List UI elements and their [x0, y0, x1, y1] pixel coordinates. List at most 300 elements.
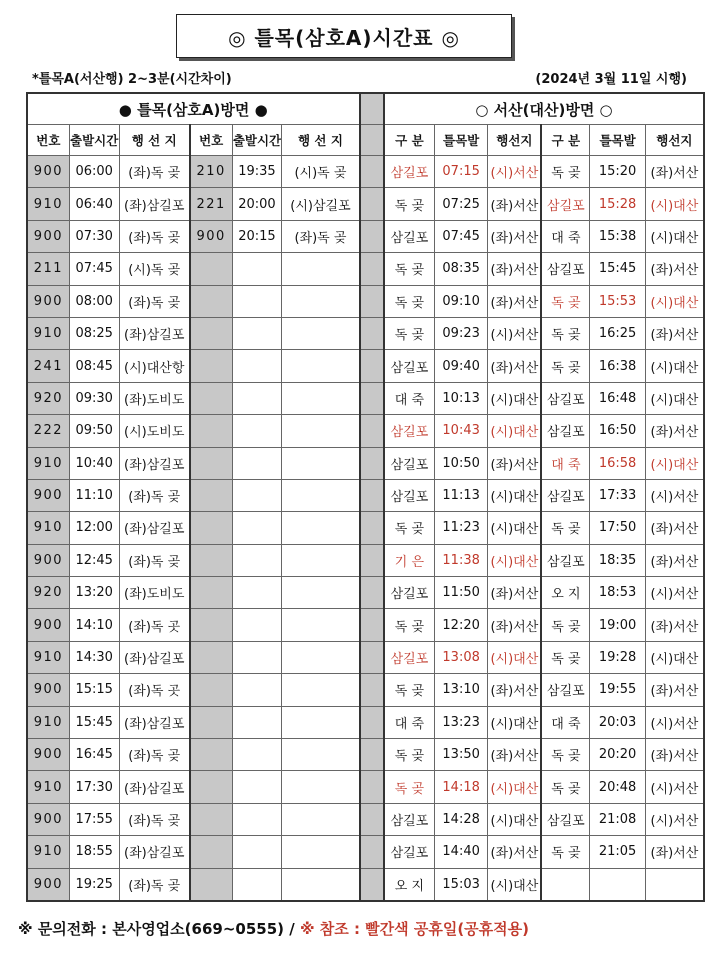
origin: 삼길포 — [541, 803, 590, 835]
column-header: 행 선 지 — [119, 125, 190, 156]
divider-cell — [360, 706, 385, 738]
departure-time: 20:00 — [232, 188, 282, 220]
departure-time: 12:20 — [434, 609, 488, 641]
destination: (시)서산 — [488, 156, 541, 188]
footer-note — [18, 918, 529, 939]
origin: 독 곶 — [384, 609, 434, 641]
route-number: 900 — [27, 674, 69, 706]
departure-time: 15:38 — [590, 220, 645, 252]
origin — [541, 868, 590, 901]
table-row — [27, 674, 704, 706]
table-row — [27, 285, 704, 317]
destination — [282, 479, 360, 511]
route-number: 900 — [27, 544, 69, 576]
destination — [282, 803, 360, 835]
table-row — [27, 479, 704, 511]
destination: (시)독 곶 — [119, 253, 190, 285]
route-number — [190, 350, 232, 382]
departure-time: 13:20 — [69, 577, 119, 609]
origin: 독 곶 — [384, 674, 434, 706]
route-number: 900 — [27, 803, 69, 835]
destination — [282, 609, 360, 641]
departure-time — [590, 868, 645, 901]
route-number: 241 — [27, 350, 69, 382]
destination: (좌)삼길포 — [119, 771, 190, 803]
divider-cell — [360, 253, 385, 285]
route-number — [190, 771, 232, 803]
departure-time: 13:10 — [434, 674, 488, 706]
route-number — [190, 706, 232, 738]
departure-time: 19:55 — [590, 674, 645, 706]
destination: (좌)서산 — [488, 350, 541, 382]
destination: (좌)도비도 — [119, 382, 190, 414]
destination: (좌)서산 — [488, 577, 541, 609]
destination: (시)서산 — [488, 317, 541, 349]
route-number: 910 — [27, 512, 69, 544]
route-number — [190, 803, 232, 835]
origin: 삼길포 — [541, 544, 590, 576]
divider-cell — [360, 609, 385, 641]
origin: 독 곶 — [384, 188, 434, 220]
departure-time: 14:28 — [434, 803, 488, 835]
origin: 독 곶 — [384, 739, 434, 771]
route-number: 910 — [27, 771, 69, 803]
origin: 삼길포 — [541, 253, 590, 285]
departure-time: 09:40 — [434, 350, 488, 382]
route-number: 900 — [27, 220, 69, 252]
departure-time: 08:00 — [69, 285, 119, 317]
destination: (시)서산 — [645, 706, 704, 738]
time-difference-note: *틀목A(서산행) 2~3분(시간차이) — [32, 72, 232, 87]
departure-time — [232, 285, 282, 317]
route-number: 910 — [27, 317, 69, 349]
table-row — [27, 803, 704, 835]
departure-time: 18:53 — [590, 577, 645, 609]
destination: (좌)서산 — [488, 739, 541, 771]
table-row — [27, 609, 704, 641]
departure-time: 20:20 — [590, 739, 645, 771]
destination: (좌)서산 — [488, 447, 541, 479]
destination: (좌)독 곶 — [119, 544, 190, 576]
destination: (시)서산 — [645, 803, 704, 835]
departure-time: 14:18 — [434, 771, 488, 803]
departure-time: 07:15 — [434, 156, 488, 188]
destination: (시)대산 — [645, 382, 704, 414]
origin: 삼길포 — [541, 674, 590, 706]
origin: 대 죽 — [384, 382, 434, 414]
destination — [282, 512, 360, 544]
departure-time: 15:15 — [69, 674, 119, 706]
destination: (좌)서산 — [645, 609, 704, 641]
origin: 삼길포 — [384, 836, 434, 868]
destination: (좌)독 곶 — [119, 868, 190, 901]
table-row — [27, 253, 704, 285]
departure-time: 20:03 — [590, 706, 645, 738]
route-number: 910 — [27, 706, 69, 738]
destination: (시)대산 — [488, 706, 541, 738]
destination: (시)대산 — [645, 220, 704, 252]
destination: (시)대산 — [488, 641, 541, 673]
table-row — [27, 512, 704, 544]
destination: (좌)서산 — [645, 253, 704, 285]
destination: (시)서산 — [645, 577, 704, 609]
route-number: 900 — [27, 156, 69, 188]
departure-time: 09:23 — [434, 317, 488, 349]
departure-time: 07:45 — [434, 220, 488, 252]
destination — [282, 577, 360, 609]
divider-cell — [360, 125, 385, 156]
destination: (좌)도비도 — [119, 577, 190, 609]
destination: (좌)삼길포 — [119, 188, 190, 220]
route-number — [190, 868, 232, 901]
column-header: 번호 — [27, 125, 69, 156]
divider-cell — [360, 674, 385, 706]
destination: (시)도비도 — [119, 415, 190, 447]
departure-time: 07:25 — [434, 188, 488, 220]
destination — [282, 641, 360, 673]
column-header: 구 분 — [384, 125, 434, 156]
destination: (좌)서산 — [645, 739, 704, 771]
origin: 독 곶 — [541, 512, 590, 544]
route-number: 920 — [27, 382, 69, 414]
table-row — [27, 868, 704, 901]
route-number: 900 — [190, 220, 232, 252]
divider-cell — [360, 220, 385, 252]
route-number — [190, 317, 232, 349]
route-number — [190, 836, 232, 868]
departure-time: 10:40 — [69, 447, 119, 479]
route-number — [190, 479, 232, 511]
destination: (시)대산 — [488, 415, 541, 447]
destination — [282, 544, 360, 576]
direction-title-samho: ● 틀목(삼호A)방면 ● — [27, 93, 360, 125]
timetable — [26, 92, 705, 902]
destination: (시)대산 — [645, 350, 704, 382]
origin: 대 죽 — [384, 706, 434, 738]
route-number: 900 — [27, 609, 69, 641]
divider-cell — [360, 641, 385, 673]
column-header: 번호 — [190, 125, 232, 156]
route-number — [190, 641, 232, 673]
destination — [282, 739, 360, 771]
departure-time: 06:40 — [69, 188, 119, 220]
divider-cell — [360, 382, 385, 414]
origin: 기 은 — [384, 544, 434, 576]
route-number: 910 — [27, 836, 69, 868]
destination: (좌)삼길포 — [119, 447, 190, 479]
destination: (시)대산 — [488, 803, 541, 835]
column-header: 틀목발 — [590, 125, 645, 156]
origin: 오 지 — [541, 577, 590, 609]
route-number: 211 — [27, 253, 69, 285]
column-header: 행 선 지 — [282, 125, 360, 156]
departure-time: 10:13 — [434, 382, 488, 414]
destination: (좌)독 곳 — [119, 674, 190, 706]
divider-cell — [360, 771, 385, 803]
departure-time: 21:08 — [590, 803, 645, 835]
origin: 삼길포 — [384, 447, 434, 479]
departure-time — [232, 803, 282, 835]
table-row — [27, 836, 704, 868]
page-title: ◎ 틀목(삼호A)시간표 ◎ — [176, 14, 512, 58]
departure-time: 14:10 — [69, 609, 119, 641]
destination — [645, 868, 704, 901]
departure-time: 15:20 — [590, 156, 645, 188]
divider-cell — [360, 577, 385, 609]
divider-cell — [360, 156, 385, 188]
origin: 독 곶 — [541, 350, 590, 382]
route-number: 210 — [190, 156, 232, 188]
table-row — [27, 447, 704, 479]
destination: (좌)삼길포 — [119, 641, 190, 673]
divider-cell — [360, 415, 385, 447]
destination: (좌)서산 — [645, 674, 704, 706]
departure-time: 15:53 — [590, 285, 645, 317]
divider-cell — [360, 803, 385, 835]
table-row — [27, 641, 704, 673]
departure-time: 19:28 — [590, 641, 645, 673]
origin: 독 곶 — [541, 317, 590, 349]
origin: 삼길포 — [384, 220, 434, 252]
route-number: 900 — [27, 868, 69, 901]
destination: (좌)서산 — [488, 253, 541, 285]
destination: (좌)삼길포 — [119, 317, 190, 349]
table-row — [27, 188, 704, 220]
origin: 독 곶 — [384, 285, 434, 317]
origin: 독 곶 — [541, 641, 590, 673]
destination — [282, 674, 360, 706]
departure-time — [232, 836, 282, 868]
departure-time — [232, 350, 282, 382]
destination: (좌)서산 — [645, 512, 704, 544]
departure-time: 09:30 — [69, 382, 119, 414]
origin: 삼길포 — [541, 382, 590, 414]
direction-title-seosan: ○ 서산(대산)방면 ○ — [384, 93, 704, 125]
table-row — [27, 350, 704, 382]
divider-cell — [360, 544, 385, 576]
departure-time — [232, 512, 282, 544]
divider-cell — [360, 317, 385, 349]
departure-time — [232, 253, 282, 285]
departure-time — [232, 674, 282, 706]
route-number — [190, 609, 232, 641]
departure-time: 11:10 — [69, 479, 119, 511]
origin: 삼길포 — [541, 479, 590, 511]
departure-time — [232, 415, 282, 447]
route-number — [190, 447, 232, 479]
divider-cell — [360, 739, 385, 771]
departure-time: 15:45 — [590, 253, 645, 285]
destination: (좌)독 곶 — [119, 739, 190, 771]
destination: (좌)독 곶 — [282, 220, 360, 252]
departure-time: 08:45 — [69, 350, 119, 382]
route-number: 920 — [27, 577, 69, 609]
destination: (시)대산 — [488, 868, 541, 901]
route-number — [190, 253, 232, 285]
column-header: 출발시간 — [232, 125, 282, 156]
origin: 독 곶 — [384, 253, 434, 285]
departure-time — [232, 706, 282, 738]
departure-time: 16:48 — [590, 382, 645, 414]
departure-time: 13:50 — [434, 739, 488, 771]
table-row — [27, 382, 704, 414]
destination: (좌)서산 — [488, 609, 541, 641]
route-number: 900 — [27, 285, 69, 317]
origin: 독 곶 — [541, 156, 590, 188]
departure-time: 20:15 — [232, 220, 282, 252]
departure-time: 18:55 — [69, 836, 119, 868]
departure-time — [232, 739, 282, 771]
departure-time: 17:50 — [590, 512, 645, 544]
divider-cell — [360, 512, 385, 544]
destination — [282, 285, 360, 317]
route-number: 910 — [27, 641, 69, 673]
origin: 삼길포 — [541, 188, 590, 220]
destination: (시)대산항 — [119, 350, 190, 382]
effective-date: (2024년 3월 11일 시행) — [535, 72, 687, 87]
departure-time: 16:58 — [590, 447, 645, 479]
destination: (좌)서산 — [645, 156, 704, 188]
departure-time: 11:13 — [434, 479, 488, 511]
destination: (좌)서산 — [488, 836, 541, 868]
route-number: 221 — [190, 188, 232, 220]
departure-time: 09:10 — [434, 285, 488, 317]
origin: 삼길포 — [384, 641, 434, 673]
destination: (좌)서산 — [488, 285, 541, 317]
origin: 독 곶 — [384, 771, 434, 803]
destination — [282, 706, 360, 738]
destination: (시)서산 — [645, 479, 704, 511]
departure-time: 19:25 — [69, 868, 119, 901]
departure-time — [232, 641, 282, 673]
departure-time: 07:30 — [69, 220, 119, 252]
origin: 오 지 — [384, 868, 434, 901]
route-number — [190, 285, 232, 317]
departure-time: 12:00 — [69, 512, 119, 544]
table-row — [27, 156, 704, 188]
departure-time: 16:45 — [69, 739, 119, 771]
departure-time — [232, 479, 282, 511]
destination: (시)대산 — [488, 479, 541, 511]
departure-time: 08:35 — [434, 253, 488, 285]
column-header: 행선지 — [488, 125, 541, 156]
route-number: 910 — [27, 188, 69, 220]
departure-time: 10:50 — [434, 447, 488, 479]
departure-time: 16:38 — [590, 350, 645, 382]
destination — [282, 382, 360, 414]
divider-cell — [360, 188, 385, 220]
destination: (시)대산 — [488, 544, 541, 576]
contact-info: ※ 문의전화 : 본사영업소(669~0555) / — [18, 920, 295, 938]
origin: 독 곶 — [384, 512, 434, 544]
departure-time: 09:50 — [69, 415, 119, 447]
departure-time: 21:05 — [590, 836, 645, 868]
destination: (시)대산 — [645, 188, 704, 220]
departure-time: 20:48 — [590, 771, 645, 803]
divider-cell — [360, 447, 385, 479]
destination: (좌)서산 — [488, 220, 541, 252]
column-header: 구 분 — [541, 125, 590, 156]
destination: (좌)독 곶 — [119, 220, 190, 252]
departure-time — [232, 317, 282, 349]
departure-time: 11:23 — [434, 512, 488, 544]
route-number — [190, 544, 232, 576]
divider-cell — [360, 836, 385, 868]
departure-time: 07:45 — [69, 253, 119, 285]
column-header: 틀목발 — [434, 125, 488, 156]
origin: 독 곶 — [384, 317, 434, 349]
destination: (시)대산 — [645, 285, 704, 317]
divider-cell — [360, 479, 385, 511]
departure-time — [232, 577, 282, 609]
origin: 삼길포 — [384, 803, 434, 835]
destination: (좌)서산 — [645, 317, 704, 349]
destination: (시)대산 — [645, 447, 704, 479]
departure-time: 10:43 — [434, 415, 488, 447]
destination — [282, 415, 360, 447]
departure-time — [232, 544, 282, 576]
departure-time: 11:38 — [434, 544, 488, 576]
destination: (시)대산 — [488, 771, 541, 803]
destination: (시)대산 — [488, 382, 541, 414]
destination: (좌)독 곶 — [119, 479, 190, 511]
origin: 삼길포 — [384, 479, 434, 511]
destination: (시)대산 — [645, 641, 704, 673]
destination: (좌)삼길포 — [119, 512, 190, 544]
origin: 독 곶 — [541, 771, 590, 803]
destination: (좌)독 곶 — [119, 285, 190, 317]
departure-time: 17:30 — [69, 771, 119, 803]
divider-cell — [360, 93, 385, 125]
destination: (좌)독 곶 — [119, 156, 190, 188]
destination: (좌)서산 — [488, 674, 541, 706]
divider-cell — [360, 350, 385, 382]
departure-time: 12:45 — [69, 544, 119, 576]
route-number: 222 — [27, 415, 69, 447]
table-row — [27, 577, 704, 609]
departure-time: 14:30 — [69, 641, 119, 673]
route-number — [190, 415, 232, 447]
departure-time: 15:28 — [590, 188, 645, 220]
table-row — [27, 706, 704, 738]
origin: 독 곶 — [541, 739, 590, 771]
departure-time: 16:25 — [590, 317, 645, 349]
route-number — [190, 674, 232, 706]
destination — [282, 836, 360, 868]
route-number — [190, 512, 232, 544]
destination: (좌)독 곳 — [119, 609, 190, 641]
destination: (좌)서산 — [645, 544, 704, 576]
origin: 대 죽 — [541, 447, 590, 479]
destination: (시)독 곶 — [282, 156, 360, 188]
route-number: 910 — [27, 447, 69, 479]
column-header: 행선지 — [645, 125, 704, 156]
origin: 대 죽 — [541, 706, 590, 738]
departure-time: 15:45 — [69, 706, 119, 738]
origin: 삼길포 — [384, 577, 434, 609]
departure-time: 17:55 — [69, 803, 119, 835]
departure-time — [232, 771, 282, 803]
departure-time: 08:25 — [69, 317, 119, 349]
departure-time: 06:00 — [69, 156, 119, 188]
destination: (좌)삼길포 — [119, 836, 190, 868]
table-row — [27, 739, 704, 771]
route-number — [190, 739, 232, 771]
departure-time — [232, 868, 282, 901]
table-row — [27, 415, 704, 447]
origin: 삼길포 — [384, 350, 434, 382]
route-number — [190, 577, 232, 609]
